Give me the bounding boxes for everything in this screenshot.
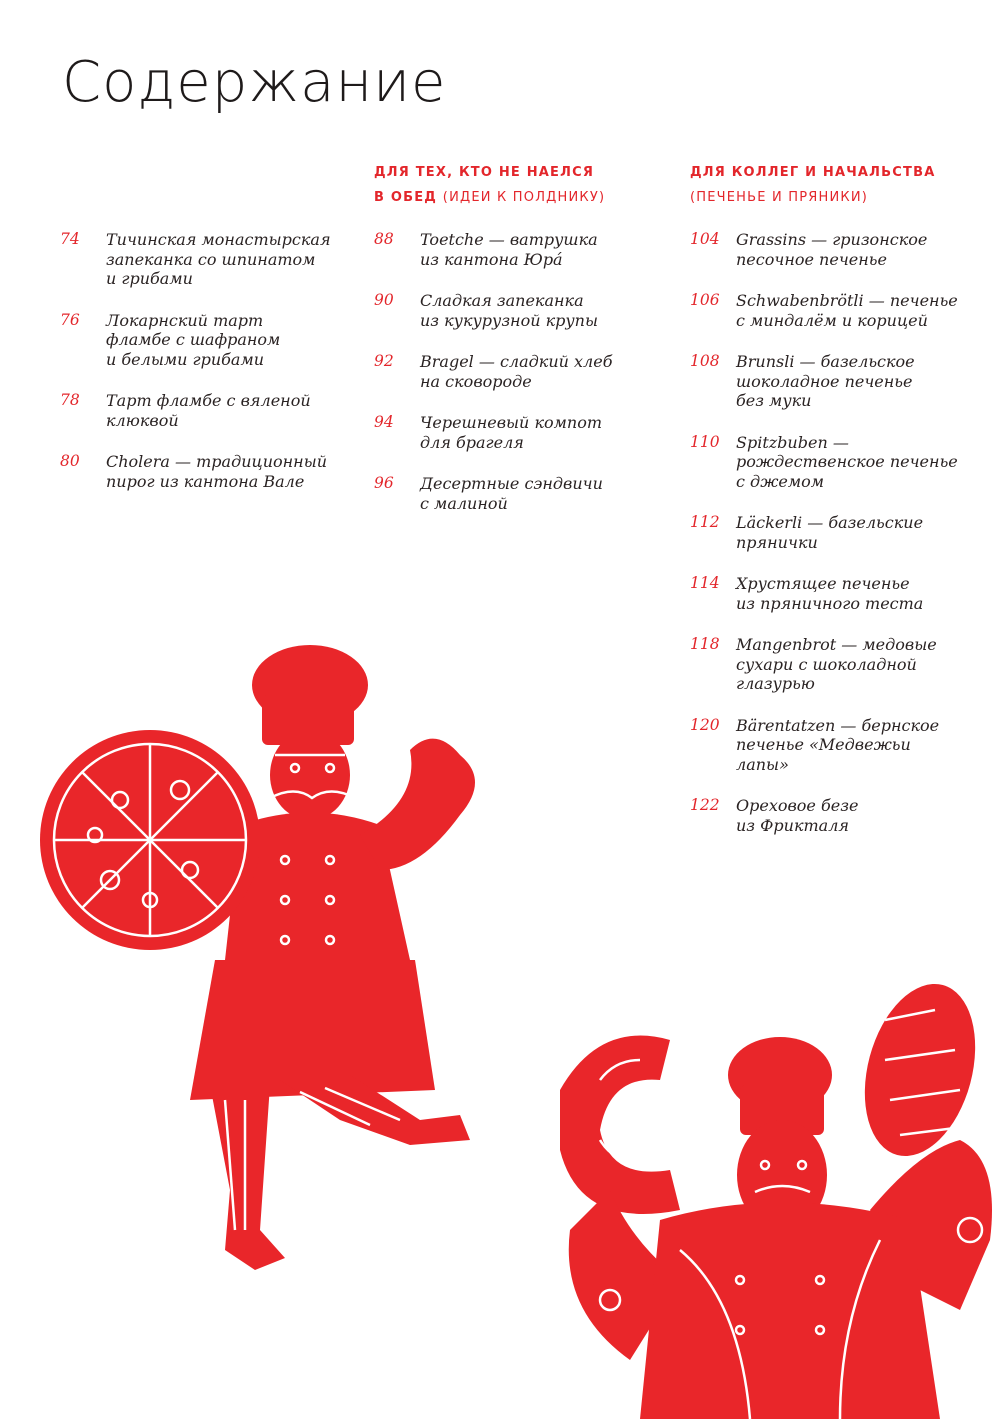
toc-entry[interactable] (690, 796, 966, 835)
entry-title: Toetche — ватрушка из кантона Юра́ (420, 230, 598, 269)
toc-entry[interactable] (374, 413, 670, 452)
heading-bold: ДЛЯ КОЛЛЕГ И НАЧАЛЬСТВА (690, 165, 936, 180)
page-title: Содержание (62, 50, 447, 115)
entry-title: Brunsli — базельское шоколадное печенье без муки (736, 352, 915, 410)
entry-title: Spitzbuben — рождественское печенье с джемом (736, 432, 958, 491)
column-heading (690, 160, 966, 230)
entry-title: Grassins — гризонское песочное печенье (736, 230, 928, 269)
page-number: 108 (690, 352, 720, 370)
page-number: 122 (690, 796, 720, 814)
page-number: 76 (60, 310, 80, 329)
toc-entry[interactable] (60, 311, 346, 370)
page-number: 114 (690, 574, 720, 592)
toc-entry[interactable] (374, 474, 670, 513)
heading-bold: ДЛЯ ТЕХ, КТО НЕ НАЕЛСЯ В ОБЕД (374, 165, 595, 205)
entry-title: Schwabenbrötli — печенье с миндалём и корицей (736, 291, 958, 330)
page-number: 80 (60, 452, 80, 470)
contents-column-1 (60, 160, 346, 513)
contents-column-3 (690, 160, 966, 857)
page-number: 118 (690, 635, 720, 653)
entry-title: Bragel — сладкий хлеб на сковороде (420, 352, 613, 391)
entry-title: Хрустящее печенье из пряничного теста (736, 574, 924, 613)
toc-entry[interactable] (690, 433, 966, 492)
column-heading (374, 160, 670, 230)
page-number: 96 (374, 474, 394, 492)
entry-title: Сладкая запеканка из кукурузной крупы (420, 291, 599, 330)
entry-title: Тарт фламбе с вяленой клюквой (106, 391, 311, 430)
entry-title: Черешневый компот для брагеля (420, 413, 603, 452)
toc-entry[interactable] (374, 230, 670, 269)
toc-entry[interactable] (690, 635, 966, 694)
chef-with-pizza-illustration (40, 630, 520, 1330)
toc-entry[interactable] (690, 716, 966, 775)
page-number: 78 (60, 391, 80, 409)
page-number: 74 (60, 230, 80, 248)
page-number: 104 (690, 230, 720, 248)
entry-title: Bärentatzen — бернское печенье «Медвежьи лапы» (736, 715, 940, 774)
toc-entry[interactable] (690, 513, 966, 552)
toc-entry[interactable] (60, 391, 346, 430)
chef-with-bread-illustration (540, 980, 1000, 1419)
heading-note: (ПЕЧЕНЬЕ И ПРЯНИКИ) (690, 190, 869, 205)
heading-note: (ИДЕИ К ПОЛДНИКУ) (442, 190, 606, 205)
entry-title: Локарнский тарт фламбе с шафраном и белыми грибами (106, 310, 281, 369)
page-number: 120 (690, 715, 720, 734)
column-heading (60, 160, 346, 230)
toc-entry[interactable] (60, 230, 346, 289)
page-number: 110 (690, 432, 720, 451)
toc-entry[interactable] (690, 230, 966, 269)
entry-title: Cholera — традиционный пирог из кантона Вале (106, 452, 328, 491)
toc-entry[interactable] (374, 291, 670, 330)
toc-entry[interactable] (690, 352, 966, 411)
entry-title: Ореховое безе из Фрикталя (736, 796, 859, 835)
page-number: 88 (374, 230, 394, 248)
contents-column-2 (374, 160, 670, 535)
entry-title: Läckerli — базельские прянички (736, 513, 924, 552)
page-number: 90 (374, 291, 394, 309)
toc-entry[interactable] (690, 291, 966, 330)
entry-title: Тичинская монастырская запеканка со шпинатом и грибами (106, 230, 331, 288)
page-number: 112 (690, 513, 720, 531)
toc-entry[interactable] (60, 452, 346, 491)
entry-title: Mangenbrot — медовые сухари с шоколадной глазурью (736, 635, 937, 693)
toc-entry[interactable] (690, 574, 966, 613)
entry-title: Десертные сэндвичи с малиной (420, 474, 603, 513)
page-number: 92 (374, 352, 394, 370)
page-number: 94 (374, 413, 394, 431)
page-number: 106 (690, 291, 720, 309)
toc-entry[interactable] (374, 352, 670, 391)
